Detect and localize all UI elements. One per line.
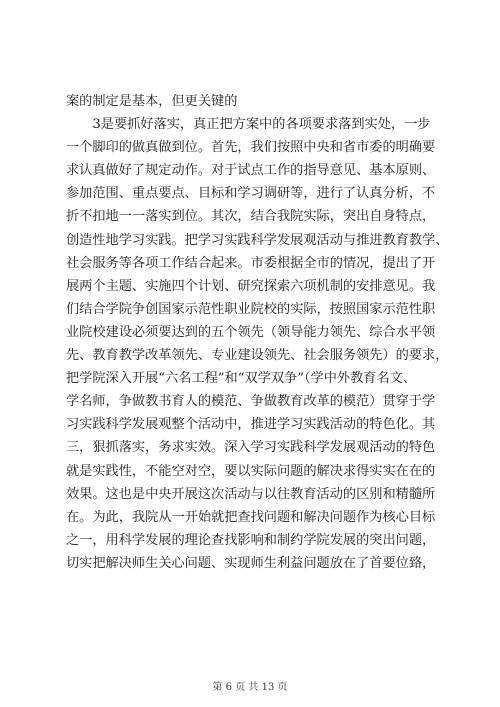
text-line: 习实践科学发展观整个活动中，推进学习实践活动的特色化。其	[66, 417, 436, 433]
text-line: 求认真做好了规定动作。对于试点工作的指导意见、基本原则、	[66, 163, 436, 179]
text-line: 一个脚印的做真做到位。首先，我们按照中央和省市委的明确要	[66, 140, 436, 156]
text-line: 参加范围、重点要点、目标和学习调研等，进行了认真分析，不	[66, 186, 436, 202]
page-number-footer: 第 6 页 共 13 页	[212, 682, 288, 693]
text-line: 折不扣地一一落实到位。其次，结合我院实际，突出自身特点，	[66, 209, 436, 225]
text-line: 案的制定是基本，但更关键的	[66, 94, 238, 109]
text-line: 业院校建设必须要达到的五个领先（领导能力领先、综合水平领	[66, 324, 436, 340]
body-text	[66, 90, 448, 575]
text-line: 切实把解决师生关心问题、实现师生利益问题放在了首要位臵，	[66, 555, 436, 571]
text-line: 把学院深入开展“六名工程”和“双学双争”（学中外教育名文、	[66, 371, 417, 387]
text-line: 创造性地学习实践。把学习实践科学发展观活动与推进教育教学、	[66, 232, 448, 248]
text-line: 就是实践性，不能空对空，要以实际问题的解决求得实实在在的	[66, 463, 436, 479]
text-line: 们结合学院争创国家示范性职业院校的实际，按照国家示范性职	[66, 301, 436, 317]
text-line: 展两个主题、实施四个计划、研究探索六项机制的安排意见。我	[66, 278, 436, 294]
text-line: 效果。这也是中央开展这次活动与以往教育活动的区别和精髓所	[66, 486, 436, 502]
text-line: 在。为此，我院从一开始就把查找问题和解决问题作为核心目标	[66, 509, 436, 525]
text-line: 先、教育教学改革领先、专业建设领先、社会服务领先）的要求，	[66, 348, 448, 364]
text-line: 3是要抓好落实，真正把方案中的各项要求落到实处，一步	[66, 117, 431, 133]
text-line: 社会服务等各项工作结合起来。市委根据全市的情况，提出了开	[66, 255, 436, 271]
text-line: 三，狠抓落实，务求实效。深入学习实践科学发展观活动的特色	[66, 440, 436, 456]
text-line: 学名师，争做教书育人的模范、争做教育改革的模范）贯穿于学	[66, 394, 436, 410]
text-line: 之一，用科学发展的理论查找影响和制约学院发展的突出问题，	[66, 532, 436, 548]
